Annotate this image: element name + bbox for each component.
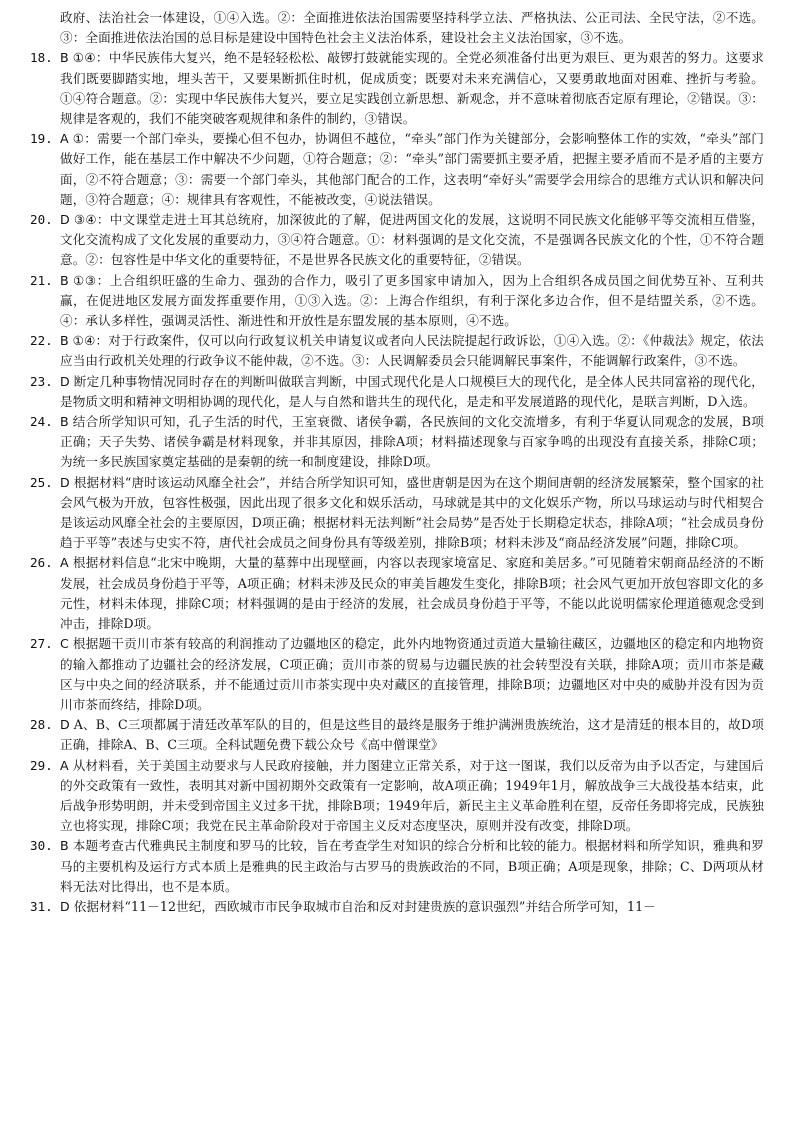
- item-answer: B: [60, 333, 69, 349]
- item-answer: B: [60, 272, 69, 288]
- item-text: 依据材料“11－12世纪，西欧城市市民争取城市自治和反对封建贵族的意识强烈”并结合所学可知，11－: [73, 898, 656, 914]
- item-text: ①：需要一个部门牵头，要操心但不包办，协调但不越位，“牵头”部门作为关键部分，会影响整体工作的实效，“牵头”部门做好工作，能在基层工作中解决不少问题，①符合题意；②：“牵头”部门需要抓主要矛盾，把握主要矛盾而不是矛盾的主要方面，②不符合题意；③：需要一个部门牵头，其他部门配合的工作，这表明“牵好头”需要学会用综合的思维方式认识和解决问题，③符合题意；④：规律具有客观性，不能被改变，④说法错误。: [60, 131, 764, 207]
- item-number: 27.: [30, 636, 53, 652]
- list-item: [30, 8, 764, 48]
- list-item: [30, 372, 764, 412]
- item-number: 30.: [30, 838, 53, 854]
- list-item: [30, 331, 764, 371]
- list-item: [30, 553, 764, 634]
- item-text: ①④：中华民族伟大复兴，绝不是轻轻松松、敲锣打鼓就能实现的。全党必须准备付出更为艰巨、更为艰苦的努力。这要求我们既要脚踏实地，埋头苦干，又要果断抓住时机，促成质变；既要对未来充满信心，又要勇敢地面对困难、挫折与考验。①④符合题意。②：实现中华民族伟大复兴，要立足实践创立新思想、新观念，并不意味着彻底否定原有理论，②错误。③：规律是客观的，我们不能突破客观规律和条件的制约，③错误。: [60, 50, 764, 127]
- item-text: ①④：对于行政案件，仅可以向行政复议机关申请复议或者向人民法院提起行政诉讼，①④入选。②：《仲裁法》规定，依法应当由行政机关处理的行政争议不能仲裁，②不选。③：人民调解委员会只能调解民事案件，不能调解行政案件，③不选。: [60, 333, 764, 369]
- item-number: 29.: [30, 757, 53, 773]
- list-item: [30, 271, 764, 332]
- item-text: 政府、法治社会一体建设，①④入选。②：全面推进依法治国需要坚持科学立法、严格执法、公正司法、全民守法，②不选。③：全面推进依法治国的总目标是建设中国特色社会主义法治体系，建设社会主义法治国家，③不选。: [60, 10, 764, 46]
- item-text: 从材料看，关于美国主动要求与人民政府接触，并力图建立正常关系，对于这一图谋，我们以反帝为由予以否定，与建国后的外交政策有一致性，表明其对新中国初期外交政策有一定影响，故A项正确；1949年1月，解放战争三大战役基本结束，此后战争形势明朗，并未受到帝国主义过多干扰，排除B项；1949年后，新民主主义革命胜利在望，反帝任务即将完成，民族独立也将实现，排除C项；我党在民主革命阶段对于帝国主义反对态度坚决，原则并没有改变，排除D项。: [60, 757, 764, 834]
- item-answer: B: [60, 838, 69, 854]
- item-answer: D: [60, 898, 70, 914]
- item-text: 断定几种事物情况同时存在的判断叫做联言判断，中国式现代化是人口规模巨大的现代化，是全体人民共同富裕的现代化，是物质文明和精神文明相协调的现代化，是人与自然和谐共生的现代化，是走和平发展道路的现代化，是联言判断，D入选。: [60, 373, 764, 409]
- item-number: 31.: [30, 898, 53, 914]
- item-answer: B: [60, 414, 69, 430]
- item-answer: D: [60, 373, 70, 389]
- item-answer: D: [60, 717, 70, 733]
- list-item: [30, 634, 764, 715]
- list-item: [30, 412, 764, 473]
- item-number: 22.: [30, 333, 53, 349]
- list-item: [30, 836, 764, 897]
- item-number: 24.: [30, 414, 53, 430]
- item-number: 26.: [30, 555, 53, 571]
- item-number: 20.: [30, 212, 53, 228]
- list-item: [30, 210, 764, 271]
- item-number: 28.: [30, 717, 53, 733]
- list-item: [30, 917, 764, 937]
- item-answer: A: [60, 131, 69, 147]
- item-answer: B: [60, 50, 69, 66]
- item-text: 根据材料“唐时该运动风靡全社会”，并结合所学知识可知，盛世唐朝是因为在这个期间唐朝的经济发展繁荣，整个国家的社会风气极为开放，包容性极强，因此出现了很多文化和娱乐活动，马球就是其中的文化娱乐产物，所以马球运动与时代相契合是该运动风靡全社会的主要原因，D项正确；根据材料无法判断“社会局势”是否处于长期稳定状态，排除A项；“社会成员身份趋于平等”表述与史实不符，唐代社会成员之间身份具有等级差别，排除B项；材料未涉及“商品经济发展”问题，排除C项。: [60, 474, 764, 551]
- item-text: 根据材料信息“北宋中晚期，大量的墓葬中出现壁画，内容以表现家境富足、家庭和美居多。”可见随着宋朝商品经济的不断发展，社会成员身份趋于平等，A项正确；材料未涉及民众的审美旨趣发生变化，排除B项；社会风气更加开放包容即文化的多元性，材料未体现，排除C项；材料强调的是由于经济的发展，社会成员身份趋于平等，不能以此说明儒家伦理道德观念受到冲击，排除D项。: [60, 555, 765, 632]
- item-number: 21.: [30, 272, 53, 288]
- item-text: ③④：中文课堂走进土耳其总统府，加深彼此的了解，促进两国文化的发展，这说明不同民族文化能够平等交流相互借鉴，文化交流构成了文化发展的重要动力，③④符合题意。①：材料强调的是文化交流，不是强调各民族文化的个性，①不符合题意。②：包容性是中华文化的重要特征，不是世界各民族文化的重要特征，②错误。: [60, 212, 764, 268]
- list-item: [30, 756, 764, 837]
- item-text: 根据题干贡川市茶有较高的利润推动了边疆地区的稳定，此外内地物资通过贡道大量输往藏区，边疆地区的稳定和内地物资的输入都推动了边疆社会的经济发展，C项正确；贡川市茶的贸易与边疆民族的社会转型没有关联，排除A项；贡川市茶是藏区与中央之间的经济联系，并不能通过贡川市茶实现中央对藏区的直接管理，排除B项；边疆地区对中央的威胁并没有因为贡川市茶而终结，排除D项。: [60, 636, 764, 712]
- list-item: [30, 48, 764, 129]
- item-answer: C: [60, 636, 69, 652]
- item-number: 23.: [30, 373, 53, 389]
- item-text: A、B、C三项都属于清廷改革军队的目的，但是这些目的最终是服务于维护满洲贵族统治，这才是清廷的根本目的，故D项正确，排除A、B、C三项。全科试题免费下载公众号《高中僧课堂》: [60, 717, 764, 753]
- item-number: 25.: [30, 474, 53, 490]
- item-text: ①③：上合组织旺盛的生命力、强劲的合作力，吸引了更多国家申请加入，因为上合组织各成员国之间优势互补、互利共赢，在促进地区发展方面发挥重要作用，①③入选。②：上海合作组织，有利于深化多边合作，但不是结盟关系，②不选。④：承认多样性，强调灵活性、渐进性和开放性是东盟发展的基本原则，④不选。: [60, 272, 764, 329]
- item-number: 19.: [30, 131, 53, 147]
- item-answer: D: [60, 212, 70, 228]
- item-text: 本题考查古代雅典民主制度和罗马的比较，旨在考查学生对知识的综合分析和比较的能力。根据材料和所学知识，雅典和罗马的主要机构及运行方式本质上是雅典的民主政治与古罗马的贵族政治的不同，B项正确；A项是现象，排除；C、D两项从材料无法对比得出，也不是本质。: [60, 838, 764, 894]
- list-item: [30, 715, 764, 755]
- list-item: [30, 473, 764, 554]
- list-item: [30, 129, 764, 210]
- item-number: 18.: [30, 50, 53, 66]
- item-text: 结合所学知识可知，孔子生活的时代，王室衰微、诸侯争霸，各民族间的文化交流增多，有利于华夏认同观念的发展，B项正确；天子失势、诸侯争霸是材料现象，并非其原因，排除A项；材料描述现象与百家争鸣的出现没有直接关系，排除C项；为统一多民族国家奠定基础的是秦朝的统一和制度建设，排除D项。: [60, 414, 764, 470]
- list-item: [30, 897, 764, 917]
- item-answer: A: [60, 555, 69, 571]
- item-answer: D: [60, 474, 70, 490]
- item-answer: A: [60, 757, 69, 773]
